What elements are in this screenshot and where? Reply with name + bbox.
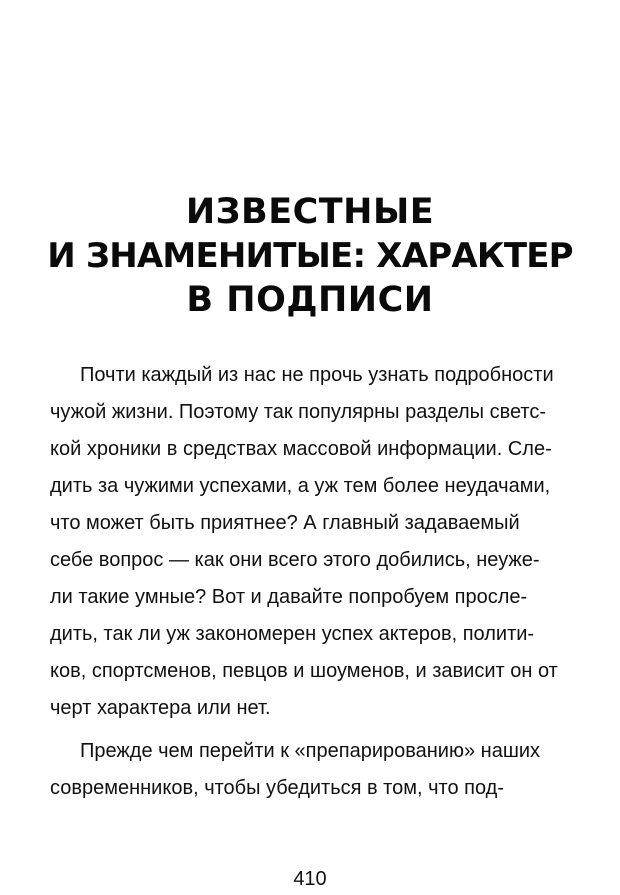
text-line: Почти каждый из нас не прочь узнать подробности: [80, 364, 554, 386]
paragraph-2: [50, 733, 602, 807]
chapter-title: [20, 190, 600, 322]
chapter-title-line-2: И ЗНАМЕНИТЫЕ: ХАРАКТЕР: [47, 236, 573, 276]
text-line: современников, чтобы убедиться в том, что под-: [50, 777, 504, 799]
text-line: черт характера или нет.: [50, 697, 271, 719]
text-line: себе вопрос — как они всего этого добились, неуже-: [50, 549, 540, 571]
body-text: [50, 357, 602, 807]
text-line: что может быть приятнее? А главный задаваемый: [50, 512, 520, 534]
page-number: 410: [293, 868, 327, 890]
text-line: Прежде чем перейти к «препарированию» наших: [80, 740, 541, 762]
text-line: дить за чужими успехами, а уж тем более неудачами,: [50, 475, 551, 497]
text-line: ли такие умные? Вот и давайте попробуем просле-: [50, 586, 528, 608]
text-line: чужой жизни. Поэтому так популярны разделы светс-: [50, 401, 547, 423]
text-line: ков, спортсменов, певцов и шоуменов, и зависит он от: [50, 660, 558, 682]
paragraph-1: [50, 357, 602, 727]
text-line: кой хроники в средствах массовой информации. Сле-: [50, 438, 552, 460]
chapter-title-line-3: В ПОДПИСИ: [186, 280, 434, 320]
text-line: дить, так ли уж закономерен успех актеров, полити-: [50, 623, 535, 645]
chapter-title-line-1: ИЗВЕСТНЫЕ: [185, 192, 435, 232]
